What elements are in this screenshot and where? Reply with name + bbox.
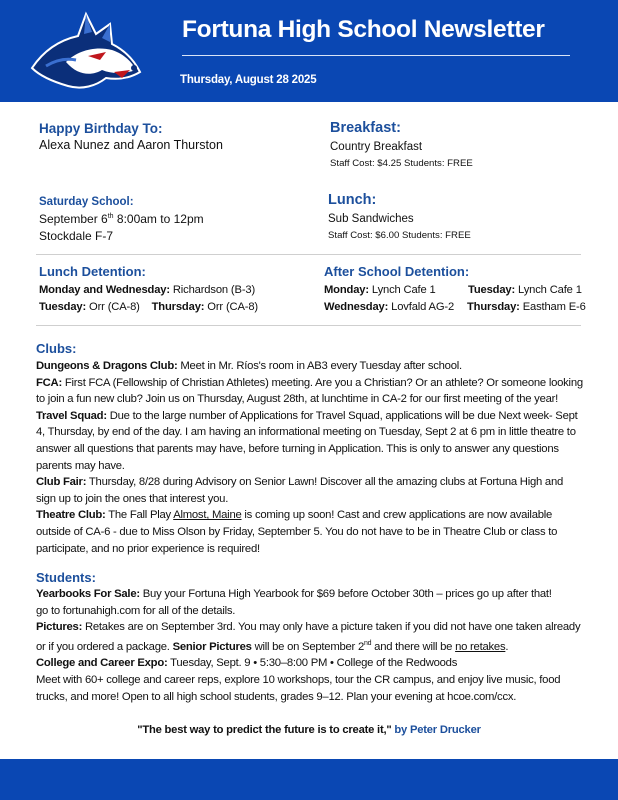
lunch-cost: Staff Cost: $6.00 Students: FREE xyxy=(328,230,471,241)
section-divider xyxy=(36,254,581,255)
students-body xyxy=(36,586,584,705)
lunch-item: Sub Sandwiches xyxy=(328,213,414,225)
lunch-detention-heading: Lunch Detention: xyxy=(39,264,146,279)
club-fca: FCA: First FCA (Fellowship of Christian Athletes) meeting. Are you a Christian? Or an athlete? Or someone looking to join a fun new club? Join us on Thursday, August 28th, at lunchtime in CA-2 for our first meeting of the year! xyxy=(36,376,583,406)
title-divider xyxy=(182,55,570,56)
after-school-detention-thu: Thursday: Eastham E-6 xyxy=(467,301,586,313)
lunch-detention-tue-thu: Tuesday: Orr (CA-8) Thursday: Orr (CA-8) xyxy=(39,301,259,313)
club-fair: Club Fair: Thursday, 8/28 during Advisory on Senior Lawn! Discover all the amazing clubs at Fortuna High and sign up to join the ones that interest you. xyxy=(36,476,564,505)
after-school-detention-heading: After School Detention: xyxy=(324,264,470,279)
closing-quote: "The best way to predict the future is to create it," by Peter Drucker xyxy=(137,724,481,736)
lunch-detention-mw: Monday and Wednesday: Richardson (B-3) xyxy=(39,284,256,296)
birthday-names: Alexa Nunez and Aaron Thurston xyxy=(39,138,223,152)
breakfast-item: Country Breakfast xyxy=(330,141,423,153)
clubs-heading: Clubs: xyxy=(36,341,77,356)
students-heading: Students: xyxy=(36,570,96,585)
husky-mascot-logo-icon xyxy=(26,10,146,92)
newsletter-date: Thursday, August 28 2025 xyxy=(180,74,317,86)
students-pictures: Pictures: Retakes are on September 3rd. You may only have a picture taken if you did not have one taken already or if you ordered a package. Senior Pictures will be on September 2nd and there will be no retakes. xyxy=(36,621,581,653)
birthday-heading: Happy Birthday To: xyxy=(39,121,163,136)
club-dnd: Dungeons & Dragons Club: Meet in Mr. Ríos's room in AB3 every Tuesday after school. xyxy=(36,360,462,372)
after-school-detention-tue: Tuesday: Lynch Cafe 1 xyxy=(468,284,582,296)
newsletter-footer xyxy=(0,759,618,800)
breakfast-cost: Staff Cost: $4.25 Students: FREE xyxy=(330,158,473,169)
saturday-school-heading: Saturday School: xyxy=(39,196,134,208)
after-school-detention-wed: Wednesday: Lovfald AG-2 xyxy=(324,301,455,313)
newsletter-header xyxy=(0,0,618,102)
lunch-heading: Lunch: xyxy=(328,192,377,208)
breakfast-heading: Breakfast: xyxy=(330,120,401,136)
newsletter-title: Fortuna High School Newsletter xyxy=(182,16,545,43)
clubs-body xyxy=(36,358,584,557)
club-travel-squad: Travel Squad: Due to the large number of Applications for Travel Squad, applications will be due Next week- Sept 4, Thursday, by end of the day. I am having an informational meeting on Tuesday, Sept 2 at 6 pm in little theatre to answer all questions that parents may have, before turning in Application. This is only to answer any questions parents may have. xyxy=(36,409,578,472)
after-school-detention-mon: Monday: Lynch Cafe 1 xyxy=(324,284,436,296)
saturday-school-date: September 6th 8:00am to 12pm xyxy=(39,212,204,226)
saturday-school-location: Stockdale F-7 xyxy=(39,229,114,243)
students-expo: College and Career Expo: Tuesday, Sept. 9 • 5:30–8:00 PM • College of the Redwoods xyxy=(36,657,458,670)
students-yearbook: Yearbooks For Sale: Buy your Fortuna High Yearbook for $69 before October 30th – prices go up after that! xyxy=(36,588,552,600)
students-expo-details: Meet with 60+ college and career reps, explore 10 workshops, tour the CR campus, and enjoy live music, food trucks, and more! Open to all high school students, grades 9–12. Plan your evening at hcoe.com/ccx. xyxy=(36,673,561,703)
students-yearbook-link: go to fortunahigh.com for all of the details. xyxy=(36,604,236,617)
club-theatre: Theatre Club: The Fall Play Almost, Maine is coming up soon! Cast and crew applications are now available outside of CA-6 - due to Miss Olson by Friday, September 5. You do not have to be in Theatre Club or class to participate, and no prior experience is required! xyxy=(36,509,558,555)
section-divider xyxy=(36,325,581,326)
